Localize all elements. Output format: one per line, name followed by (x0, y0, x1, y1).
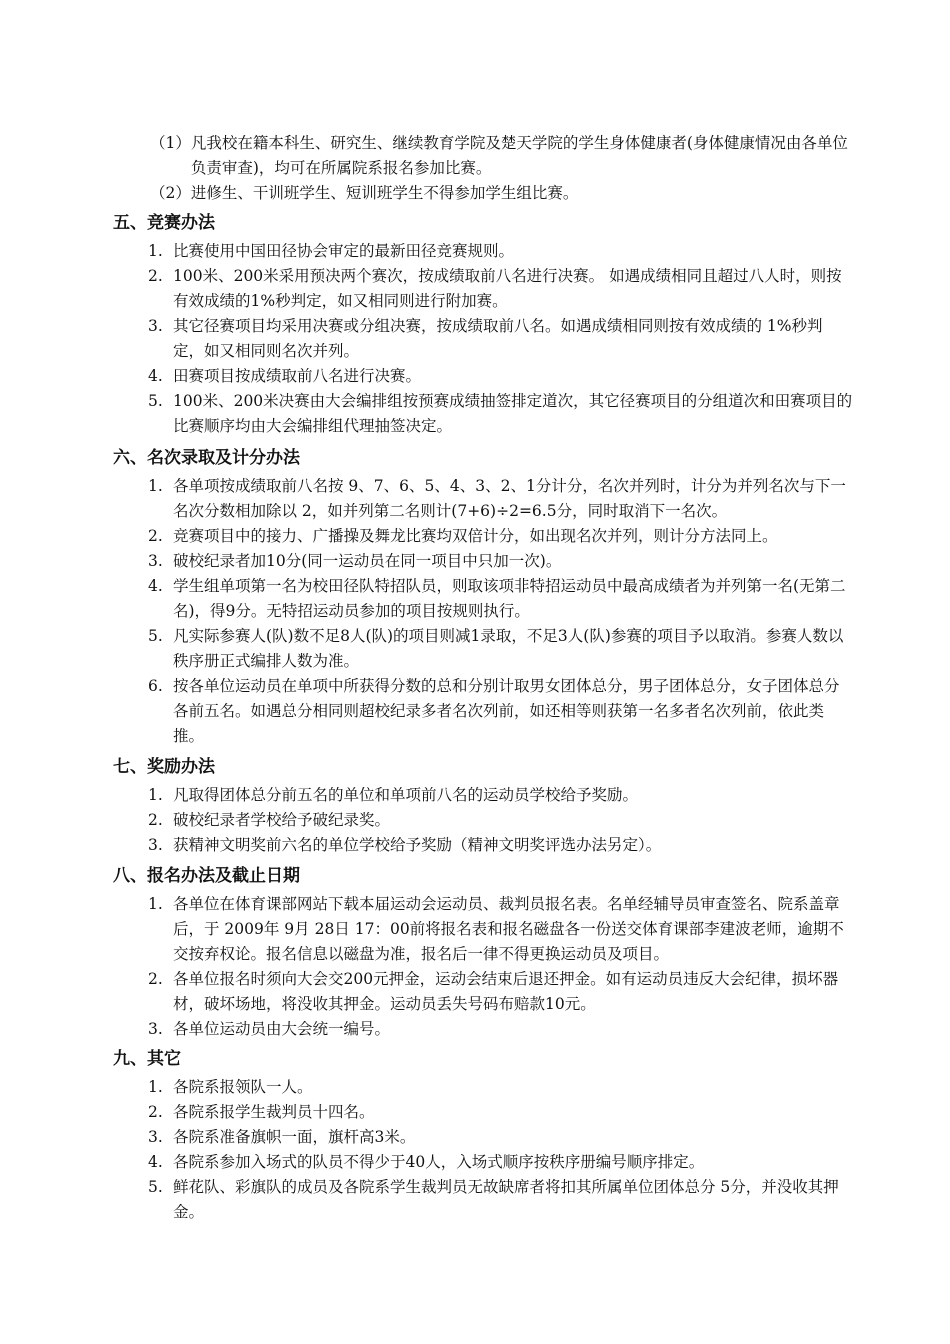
item-number: 6. (148, 677, 163, 695)
item-number: 3. (148, 317, 163, 335)
item-text: 破校纪录者加10分(同一运动员在同一项目中只加一次)。 (173, 552, 562, 570)
item-number: 1. (148, 1078, 163, 1096)
item-text: 进修生、干训班学生、短训班学生不得参加学生组比赛。 (190, 184, 579, 202)
list-item (113, 783, 853, 808)
item-text: 学生组单项第一名为校田径队特招队员，则取该项非特招运动员中最高成绩者为并列第一名(无第二名)，得9分。无特招运动员参加的项目按规则执行。 (173, 577, 846, 620)
item-number: 2. (148, 811, 163, 829)
item-number: 1. (148, 895, 163, 913)
item-text: 各单位在体育课部网站下载本届运动会运动员、裁判员报名表。名单经辅导员审查签名、院系盖章后，于 2009年 9月 28日 17：00前将报名表和报名磁盘各一份送交体育课部李建波老师，逾期不交按弃权论。报名信息以磁盘为准，报名后一律不得更换运动员及项目。 (173, 895, 844, 963)
item-number: 2. (148, 970, 163, 988)
list-item (113, 1150, 853, 1175)
item-number: 5. (148, 392, 163, 410)
item-text: 各院系报学生裁判员十四名。 (173, 1103, 375, 1121)
item-text: 按各单位运动员在单项中所获得分数的总和分别计取男女团体总分，男子团体总分，女子团体总分各前五名。如遇总分相同则超校纪录多者名次列前，如还相等则获第一名多者名次列前，依此类推。 (173, 677, 840, 745)
list-item (113, 624, 853, 674)
list-item (113, 389, 853, 439)
item-text: 鲜花队、彩旗队的成员及各院系学生裁判员无故缺席者将扣其所属单位团体总分 5分，并没收其押金。 (173, 1178, 839, 1221)
list-item (113, 574, 853, 624)
item-text: 破校纪录者学校给予破纪录奖。 (173, 811, 391, 829)
item-number: （2） (150, 184, 191, 202)
list-item (113, 1125, 853, 1150)
list-item (113, 1017, 853, 1042)
list-item (113, 314, 853, 364)
item-number: 2. (148, 267, 163, 285)
section-awards (113, 752, 853, 858)
item-number: 1. (148, 786, 163, 804)
section-heading: 八、报名办法及截止日期 (113, 866, 300, 886)
item-number: 1. (148, 242, 163, 260)
list-item (113, 239, 853, 264)
item-text: 各单位运动员由大会统一编号。 (173, 1020, 391, 1038)
list-item (113, 1075, 853, 1100)
item-number: 4. (148, 367, 163, 385)
item-text: 各院系参加入场式的队员不得少于40人，入场式顺序按秩序册编号顺序排定。 (173, 1153, 705, 1171)
item-text: 各单项按成绩取前八名按 9、7、6、5、4、3、2、1分计分，名次并列时，计分为并列名次与下一名次分数相加除以 2，如并列第二名则计(7+6)÷2=6.5分，同时取消下一名次。 (173, 477, 846, 520)
item-number: 5. (148, 627, 163, 645)
list-item (113, 967, 853, 1017)
list-item (113, 674, 853, 749)
section-ranking-scoring (113, 443, 853, 749)
item-text: 凡取得团体总分前五名的单位和单项前八名的运动员学校给予奖励。 (173, 786, 639, 804)
item-number: 2. (148, 1103, 163, 1121)
list-item (113, 892, 853, 967)
item-number: 3. (148, 552, 163, 570)
section-competition-rules (113, 208, 853, 439)
item-text: 100米、200米采用预决两个赛次，按成绩取前八名进行决赛。 如遇成绩相同且超过八人时，则按有效成绩的1%秒判定，如又相同则进行附加赛。 (173, 267, 842, 310)
list-item (150, 131, 850, 181)
list-item (113, 524, 853, 549)
list-item (113, 833, 853, 858)
list-item (113, 1100, 853, 1125)
item-number: 3. (148, 836, 163, 854)
list-item (150, 181, 850, 206)
section-registration (113, 861, 853, 1042)
item-number: 4. (148, 1153, 163, 1171)
item-number: 3. (148, 1128, 163, 1146)
item-text: 各单位报名时须向大会交200元押金，运动会结束后退还押金。如有运动员违反大会纪律，损坏器材，破坏场地，将没收其押金。运动员丢失号码布赔款10元。 (173, 970, 839, 1013)
section-heading: 九、其它 (113, 1049, 181, 1069)
list-item (113, 1175, 853, 1225)
list-item (113, 549, 853, 574)
section-heading: 五、竞赛办法 (113, 213, 215, 233)
list-item (113, 474, 853, 524)
list-item (113, 364, 853, 389)
item-text: 其它径赛项目均采用决赛或分组决赛，按成绩取前八名。如遇成绩相同则按有效成绩的 1%秒判定，如又相同则名次并列。 (173, 317, 823, 360)
item-number: （1） (150, 134, 191, 152)
item-number: 1. (148, 477, 163, 495)
item-text: 获精神文明奖前六名的单位学校给予奖励（精神文明奖评选办法另定）。 (173, 836, 662, 854)
item-text: 各院系准备旗帜一面，旗杆高3米。 (173, 1128, 416, 1146)
item-text: 凡实际参赛人(队)数不足8人(队)的项目则减1录取，不足3人(队)参赛的项目予以取消。参赛人数以秩序册正式编排人数为准。 (173, 627, 844, 670)
item-number: 2. (148, 527, 163, 545)
item-text: 竞赛项目中的接力、广播操及舞龙比赛均双倍计分，如出现名次并列，则计分方法同上。 (173, 527, 778, 545)
section-heading: 六、名次录取及计分办法 (113, 448, 300, 468)
item-text: 各院系报领队一人。 (173, 1078, 313, 1096)
section-heading: 七、奖励办法 (113, 757, 215, 777)
list-item (113, 264, 853, 314)
section-other (113, 1044, 853, 1225)
item-number: 3. (148, 1020, 163, 1038)
item-text: 比赛使用中国田径协会审定的最新田径竞赛规则。 (173, 242, 515, 260)
item-text: 凡我校在籍本科生、研究生、继续教育学院及楚天学院的学生身体健康者(身体健康情况由各单位负责审查)，均可在所属院系报名参加比赛。 (190, 134, 848, 177)
item-number: 5. (148, 1178, 163, 1196)
item-text: 100米、200米决赛由大会编排组按预赛成绩抽签排定道次，其它径赛项目的分组道次和田赛项目的比赛顺序均由大会编排组代理抽签决定。 (173, 392, 853, 435)
eligibility-list (150, 131, 850, 206)
list-item (113, 808, 853, 833)
item-number: 4. (148, 577, 163, 595)
item-text: 田赛项目按成绩取前八名进行决赛。 (173, 367, 422, 385)
